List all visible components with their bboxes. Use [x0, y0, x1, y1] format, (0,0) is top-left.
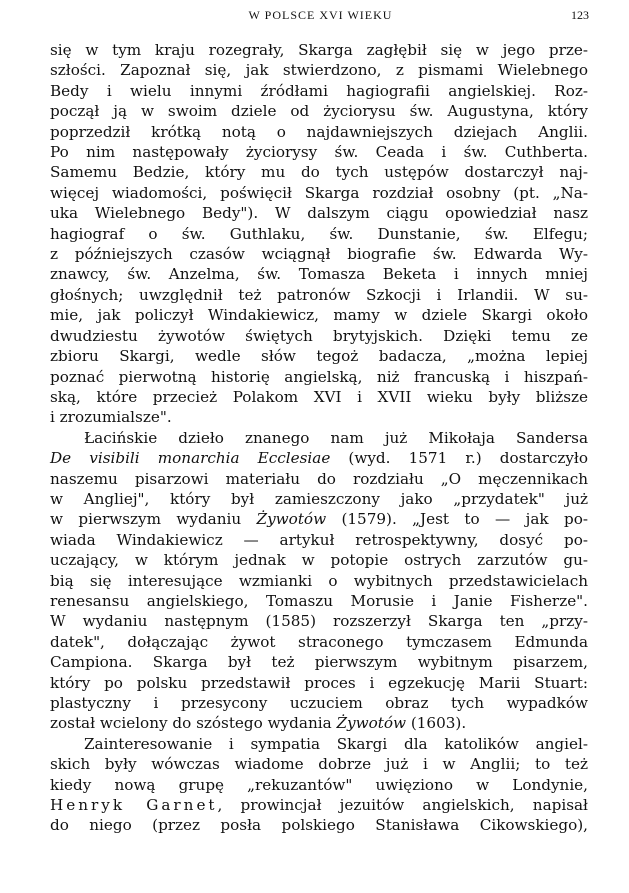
text-line: Campiona. Skarga był też pierwszym wybitnym pisarzem,: [50, 653, 588, 672]
page-header: [52, 8, 589, 28]
paragraph-start-line: Zainteresowanie i sympatia Skargi dla katolików angiel-: [84, 734, 588, 753]
text-line: mie, jak policzył Windakiewicz, mamy w dziele Skargi około: [50, 306, 588, 325]
book-title: Żywotów: [336, 714, 407, 733]
text-line: Bedy i wielu innymi źródłami hagiografii angielskiej. Roz-: [50, 81, 588, 100]
text-line: w Angliej", który był zamieszczony jako „przydatek" już: [50, 489, 588, 508]
text-fragment: (1603).: [406, 714, 467, 733]
paragraph-end-line: i zrozumialsze".: [50, 408, 172, 427]
text-line: z późniejszych czasów wciągnął biografie św. Edwarda Wy-: [50, 245, 588, 264]
text-line: poprzedził krótką notą o najdawniejszych dziejach Anglii.: [50, 122, 588, 141]
text-line: W wydaniu następnym (1585) rozszerzył Skarga ten „przy-: [50, 612, 588, 631]
text-line: skich były wówczas wiadome dobrze już i w Anglii; to też: [50, 755, 588, 774]
text-line: [50, 509, 588, 529]
text-line: zbioru Skargi, wedle słów tegoż badacza, „można lepiej: [50, 347, 588, 366]
text-line: się w tym kraju rozegrały, Skarga zagłębił się w jego prze-: [50, 41, 588, 59]
book-title: Żywotów: [256, 510, 327, 529]
text-fragment: (1579). „Jest to — jak po-: [326, 510, 588, 529]
text-line: ską, które przecież Polakom XVI i XVII wieku były bliższe: [50, 387, 588, 406]
text-fragment: (wyd. 1571 r.) dostarczyło: [330, 449, 589, 468]
text-line: Po nim następowały życiorysy św. Ceada i św. Cuthberta.: [50, 143, 588, 162]
text-line: hagiograf o św. Guthlaku, św. Dunstanie, św. Elfegu;: [50, 224, 588, 243]
text-fragment: w pierwszym wydaniu: [50, 510, 257, 529]
paragraph-start-line: Łacińskie dzieło znanego nam już Mikołaja Sandersa: [84, 428, 588, 447]
text-line: poznać pierwotną historię angielską, niż francuską i hiszpań-: [50, 367, 588, 386]
text-line: kiedy nową grupę „rekuzantów" uwięziono w Londynie,: [50, 775, 588, 794]
paragraph-end-line: [50, 713, 588, 733]
running-head: W POLSCE XVI WIEKU: [248, 8, 393, 22]
text-line: dwudziestu żywotów świętych brytyjskich. Dzięki temu ze: [50, 326, 588, 345]
text-line: plastyczny i przesycony uczuciem obraz tych wypadków: [50, 694, 588, 712]
text-line: Samemu Bedzie, który mu do tych ustępów dostarczył naj-: [50, 163, 588, 182]
text-line: do niego (przez posła polskiego Stanisława Cikowskiego),: [50, 816, 588, 835]
text-line: datek", dołączając żywot straconego tymczasem Edmunda: [50, 632, 588, 651]
text-line: [50, 448, 588, 468]
person-name: Henryk Garnet: [50, 796, 218, 815]
text-line: który po polsku przedstawił proces i egzekucję Marii Stuart:: [50, 673, 588, 692]
text-line: naszemu pisarzowi materiału do rozdziału „O męczennikach: [50, 469, 588, 488]
text-line: uka Wielebnego Bedy"). W dalszym ciągu opowiedział nasz: [50, 204, 588, 223]
page-number: 123: [571, 8, 589, 22]
text-line: szłości. Zapoznał się, jak stwierdzono, z pismami Wielebnego: [50, 61, 588, 80]
text-line: bią się interesujące wzmianki o wybitnych przedstawicielach: [50, 571, 588, 590]
text-line: więcej wiadomości, poświęcił Skarga rozdział osobny (pt. „Na-: [50, 183, 588, 202]
book-title: De visibili monarchia Ecclesiae: [50, 449, 331, 468]
text-line: uczający, w którym jednak w potopie ostrych zarzutów gu-: [50, 551, 588, 570]
text-fragment: został wcielony do szóstego wydania: [50, 714, 337, 733]
text-line: renesansu angielskiego, Tomaszu Morusie i Janie Fisherze".: [50, 591, 588, 610]
text-fragment: , prowincjał jezuitów angielskich, napisał: [217, 796, 588, 815]
text-line: znawcy, św. Anzelma, św. Tomasza Beketa i innych mniej: [50, 265, 588, 284]
text-line: głośnych; uwzględnił też patronów Szkocji i Irlandii. W su-: [50, 285, 588, 304]
text-line: wiada Windakiewicz — artykuł retrospektywny, dosyć po-: [50, 530, 588, 549]
text-line: [50, 795, 588, 815]
body-text: [50, 40, 588, 836]
text-line: począł ją w swoim dziele od życiorysu św. Augustyna, który: [50, 102, 588, 121]
